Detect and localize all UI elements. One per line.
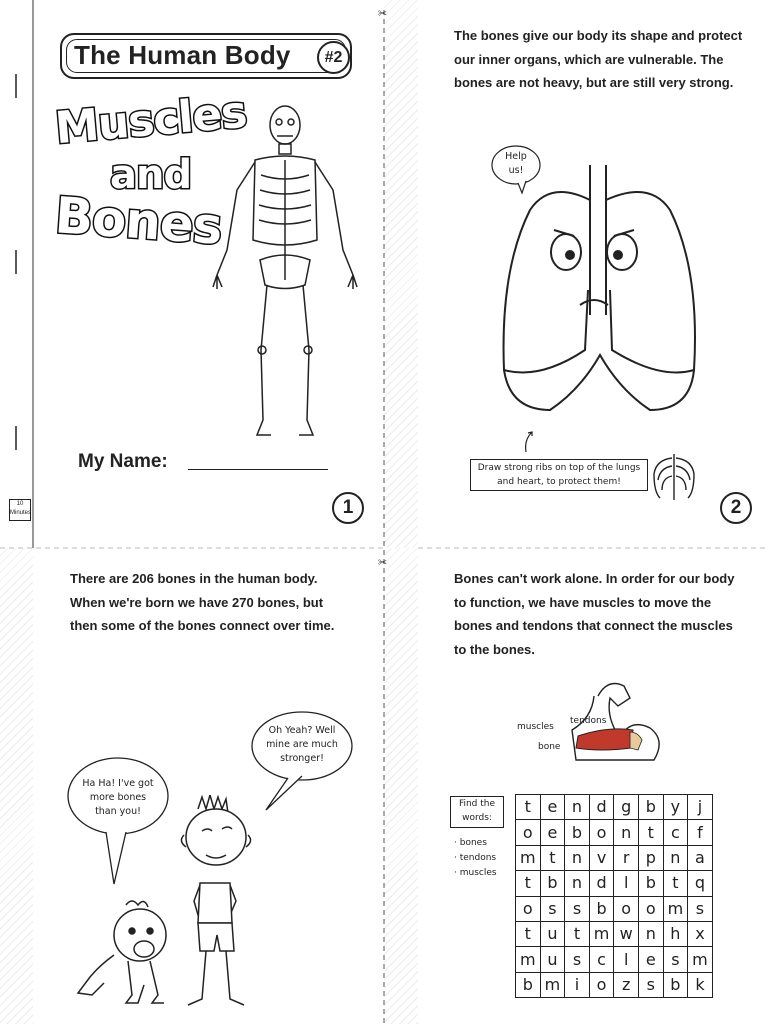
grid-cell[interactable]: q: [688, 871, 713, 896]
grid-row: [516, 795, 713, 820]
grid-cell[interactable]: l: [614, 947, 639, 972]
grid-row: [516, 947, 713, 972]
grid-cell[interactable]: n: [638, 921, 663, 946]
grid-cell[interactable]: d: [589, 871, 614, 896]
grid-cell[interactable]: m: [688, 947, 713, 972]
baby-bubble-text: Ha Ha! I've got more bones than you!: [82, 778, 154, 817]
grid-cell[interactable]: n: [663, 845, 688, 870]
grid-cell[interactable]: b: [638, 871, 663, 896]
cover-title-and: and: [110, 152, 192, 198]
grid-cell[interactable]: u: [540, 947, 565, 972]
grid-cell[interactable]: s: [565, 947, 590, 972]
grid-cell[interactable]: m: [540, 972, 565, 997]
grid-cell[interactable]: m: [516, 947, 541, 972]
logo-text: 10 Minutes: [10, 501, 32, 516]
boy-bubble-text: Oh Yeah? Well mine are much stronger!: [266, 725, 338, 764]
word-search-grid: [515, 794, 713, 998]
grid-cell[interactable]: t: [565, 921, 590, 946]
grid-row: [516, 871, 713, 896]
baby-illustration: [70, 895, 180, 1010]
grid-cell[interactable]: e: [540, 795, 565, 820]
grid-cell[interactable]: o: [516, 896, 541, 921]
grid-cell[interactable]: b: [638, 795, 663, 820]
grid-cell[interactable]: t: [663, 871, 688, 896]
name-label: My Name:: [78, 451, 168, 472]
page-number-1: 1: [332, 492, 364, 524]
grid-cell[interactable]: t: [516, 795, 541, 820]
grid-cell[interactable]: n: [565, 871, 590, 896]
label-muscles: muscles: [517, 722, 554, 732]
ribs-caption-text: Draw strong ribs on top of the lungs and heart, to protect them!: [477, 463, 641, 487]
grid-cell[interactable]: b: [663, 972, 688, 997]
boy-illustration: [170, 795, 270, 1010]
svg-text:✂: ✂: [378, 556, 388, 569]
grid-cell[interactable]: e: [540, 820, 565, 845]
grid-cell[interactable]: t: [516, 921, 541, 946]
grid-cell[interactable]: l: [614, 871, 639, 896]
word-item: · muscles: [454, 868, 497, 878]
grid-cell[interactable]: g: [614, 795, 639, 820]
ribcage-icon: [650, 452, 698, 502]
grid-row: [516, 820, 713, 845]
grid-cell[interactable]: s: [663, 947, 688, 972]
grid-cell[interactable]: v: [589, 845, 614, 870]
page-title: The Human Body: [74, 40, 291, 70]
issue-badge: #2: [317, 41, 350, 74]
page3-text: There are 206 bones in the human body. When we're born we have 270 bones, but then some of the bones connect over time.: [70, 571, 335, 634]
grid-cell[interactable]: p: [638, 845, 663, 870]
grid-cell[interactable]: r: [614, 845, 639, 870]
arrow-icon: [520, 428, 540, 454]
grid-cell[interactable]: m: [589, 921, 614, 946]
grid-cell[interactable]: m: [516, 845, 541, 870]
grid-cell[interactable]: d: [589, 795, 614, 820]
find-words-title: Find the words:: [458, 799, 496, 823]
page-number-2: 2: [720, 492, 752, 524]
grid-row: [516, 845, 713, 870]
skeleton-illustration: [205, 100, 365, 440]
svg-text:✂: ✂: [378, 7, 388, 20]
cover-title-muscles: Muscles: [53, 86, 249, 155]
grid-cell[interactable]: t: [540, 845, 565, 870]
cover-title-bones: Bones: [53, 186, 224, 256]
logo: [9, 499, 31, 521]
name-input-line[interactable]: [188, 468, 328, 470]
grid-row: [516, 921, 713, 946]
page4-text: Bones can't work alone. In order for our body to function, we have muscles to move the bones and tendons that connect the muscles to the bones.: [454, 571, 735, 658]
grid-cell[interactable]: h: [663, 921, 688, 946]
label-tendons: tendons: [570, 716, 607, 726]
grid-cell[interactable]: o: [589, 820, 614, 845]
grid-cell[interactable]: n: [565, 795, 590, 820]
grid-cell[interactable]: s: [638, 972, 663, 997]
word-item: · tendons: [454, 853, 497, 863]
grid-cell[interactable]: o: [614, 896, 639, 921]
grid-cell[interactable]: z: [614, 972, 639, 997]
grid-cell[interactable]: j: [688, 795, 713, 820]
help-bubble-text: Help us!: [505, 151, 527, 176]
grid-cell[interactable]: x: [688, 921, 713, 946]
grid-cell[interactable]: s: [565, 896, 590, 921]
label-bone: bone: [538, 742, 561, 752]
word-list: [454, 836, 497, 881]
grid-cell[interactable]: b: [565, 820, 590, 845]
grid-cell[interactable]: y: [663, 795, 688, 820]
grid-cell[interactable]: b: [589, 896, 614, 921]
grid-cell[interactable]: u: [540, 921, 565, 946]
grid-cell[interactable]: a: [688, 845, 713, 870]
grid-cell[interactable]: o: [638, 896, 663, 921]
grid-cell[interactable]: k: [688, 972, 713, 997]
grid-cell[interactable]: e: [638, 947, 663, 972]
word-item: · bones: [454, 838, 487, 848]
grid-cell[interactable]: b: [516, 972, 541, 997]
grid-cell[interactable]: o: [589, 972, 614, 997]
grid-cell[interactable]: n: [614, 820, 639, 845]
grid-cell[interactable]: o: [516, 820, 541, 845]
grid-cell[interactable]: t: [638, 820, 663, 845]
grid-cell[interactable]: m: [663, 896, 688, 921]
grid-cell[interactable]: s: [540, 896, 565, 921]
grid-cell[interactable]: f: [688, 820, 713, 845]
grid-cell[interactable]: b: [540, 871, 565, 896]
grid-cell[interactable]: n: [565, 845, 590, 870]
grid-cell[interactable]: s: [688, 896, 713, 921]
grid-row: [516, 896, 713, 921]
grid-cell[interactable]: c: [589, 947, 614, 972]
grid-row: [516, 972, 713, 997]
grid-cell[interactable]: c: [663, 820, 688, 845]
grid-cell[interactable]: i: [565, 972, 590, 997]
grid-cell[interactable]: t: [516, 871, 541, 896]
grid-cell[interactable]: w: [614, 921, 639, 946]
page2-text: The bones give our body its shape and protect our inner organs, which are vulnerable. The bones are not heavy, but are still very strong.: [454, 28, 743, 91]
